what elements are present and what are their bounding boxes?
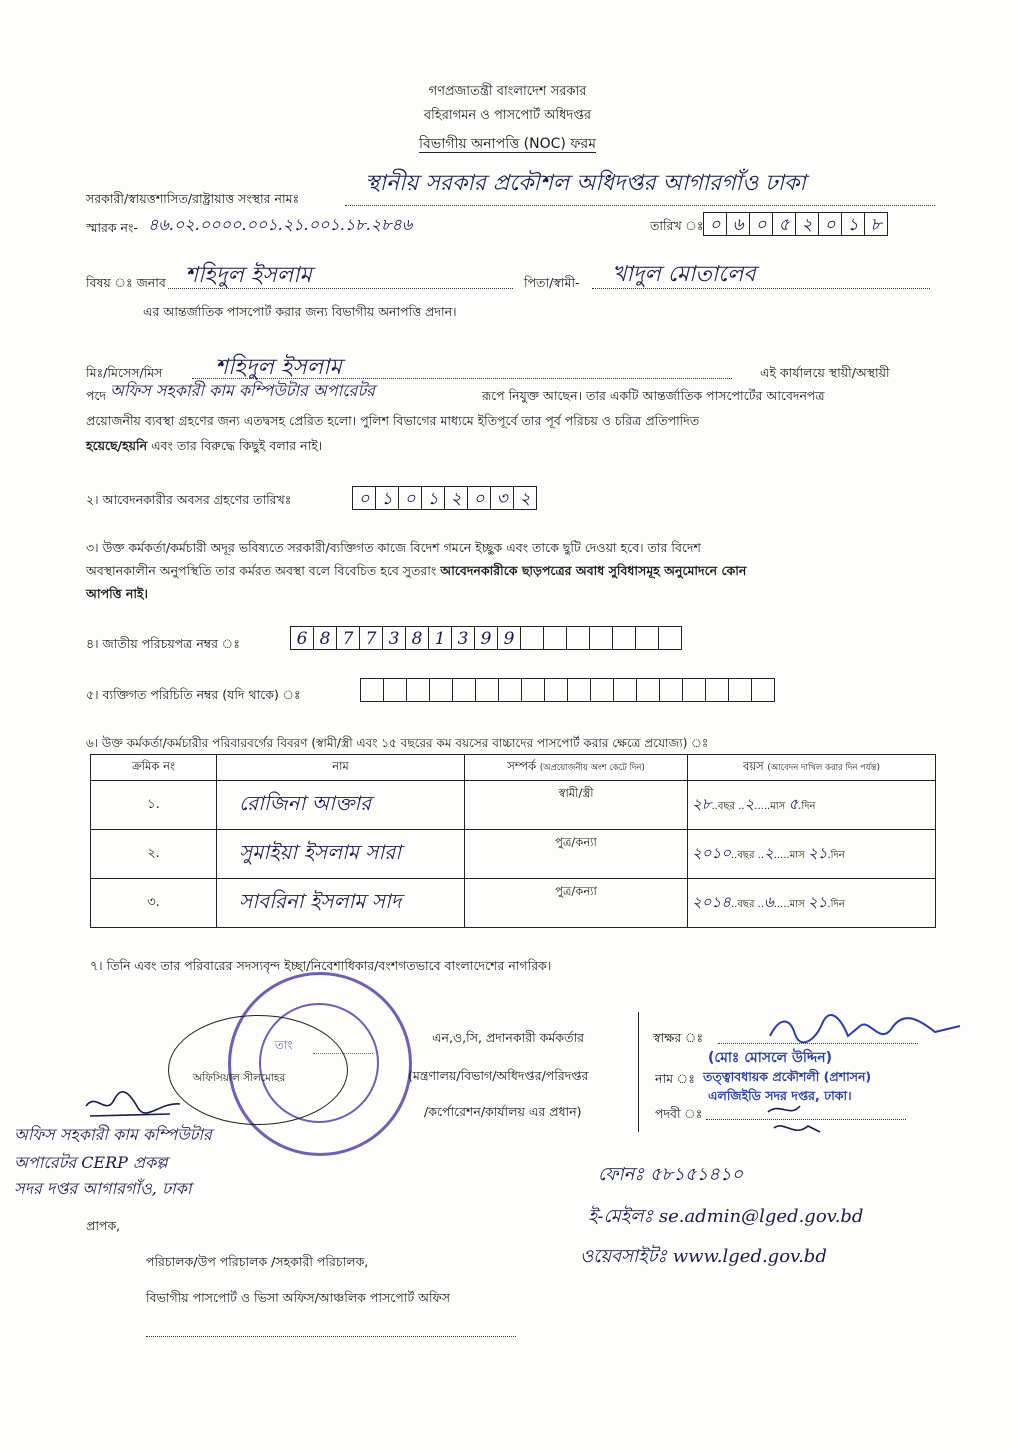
initials [760, 1098, 830, 1148]
govt-title: গণপ্রজাতন্ত্রী বাংলাদেশ সরকার [428, 84, 587, 99]
digit-box [636, 678, 660, 702]
note-left-3: সদর দপ্তর আগারগাঁও, ঢাকা [14, 1179, 192, 1198]
row-relation: স্বামী/স্ত্রী [465, 781, 688, 830]
item3-line3: আপত্তি নাই। [86, 586, 148, 601]
recipient-line2: বিভাগীয় পাসপোর্ট ও ভিসা অফিস/আঞ্চলিক পাসপোর্ট অফিস [146, 1290, 450, 1305]
digit-box [429, 678, 453, 702]
mr-value: শহিদুল ইসলাম [215, 355, 342, 380]
digit-box [567, 678, 591, 702]
divider [638, 1012, 639, 1132]
memo-value: ৪৬.০২.০০০০.০০১.২১.০০১.১৮.২৮৪৬ [148, 215, 413, 234]
subject-label: বিষয় ঃ জনাব [86, 275, 166, 290]
recipient-line1: পরিচালক/উপ পরিচালক /সহকারী পরিচালক, [146, 1254, 369, 1269]
post-label-sign: পদবী ঃ [655, 1106, 703, 1121]
recipient-address-line [146, 1336, 516, 1337]
mr-label: মিঃ/মিসেস/মিস [86, 365, 163, 380]
org-line [345, 205, 935, 206]
recipient-label: প্রাপক, [86, 1218, 121, 1233]
issuer-line2: (মন্ত্রণালয়/বিভাগ/অধিদপ্তর/পরিদপ্তর [408, 1068, 589, 1083]
digit-box [751, 678, 775, 702]
memo-label: স্মারক নং- [86, 220, 138, 235]
stamp-post: তত্ত্বাবধায়ক প্রকৌশলী (প্রশাসন) [703, 1069, 872, 1084]
digit-box [360, 678, 384, 702]
digit-box: 3 [451, 626, 475, 650]
seal-placeholder-ellipse [168, 1015, 348, 1125]
org-value: স্থানীয় সরকার প্রকৌশল অধিদপ্তর আগারগাঁও ঢাকা [365, 171, 806, 196]
digit-box [658, 626, 682, 650]
family-row [91, 879, 936, 928]
digit-box: ০ [703, 212, 727, 236]
digit-box: 9 [497, 626, 521, 650]
form-title: বিভাগীয় অনাপত্তি (NOC) ফরম [418, 136, 597, 152]
row-serial: ৩. [91, 879, 217, 928]
digit-box [543, 626, 567, 650]
body-text-3: হয়েছে/হয়নি এবং তার বিরুদ্ধে কিছুই বলার নাই। [86, 438, 323, 453]
item3-line2: অবস্থানকালীন অনুপস্থিতি তার কর্মরত অবস্থা বলে বিবেচিত হবে সুতরাং আবেদনকারীকে ছাড়পত্রের অবাধ সুবিধাসমূহ অনুমোদনে কোন [86, 563, 747, 578]
digit-box: ৫ [772, 212, 796, 236]
digit-box: ০ [467, 486, 491, 510]
father-label: পিতা/স্বামী- [524, 275, 580, 290]
digit-box: ০ [352, 486, 376, 510]
digit-box: ৩ [490, 486, 514, 510]
post-value: অফিস সহকারী কাম কম্পিউটার অপারেটর [110, 381, 375, 400]
digit-box [589, 626, 613, 650]
digit-box [383, 678, 407, 702]
subject-name: শহিদুল ইসলাম [185, 263, 312, 288]
seal-date: তাং [275, 1038, 293, 1052]
item3-line1: ৩। উক্ত কর্মকর্তা/কর্মচারী অদূর ভবিষ্যতে সরকারী/ব্যক্তিগত কাজে বিদেশ গমনে ইচ্ছুক এবং তাকে ছুটি দেওয়া হবে। তার বিদেশ [86, 540, 701, 555]
family-row [91, 830, 936, 879]
body-text-2: প্রয়োজনীয় ব্যবস্থা গ্রহণের জন্য এতদ্বসহ প্রেরিত হলো। পুলিশ বিভাগের মাধ্যমে ইতিপূর্বে তার পূর্ব পরিচয় ও চরিত্র প্রতিপাদিত [86, 413, 700, 428]
family-label: ৬। উক্ত কর্মকর্তা/কর্মচারীর পরিবারবর্গের বিবরণ (স্বামী/স্ত্রী এবং ১৫ বছরের কম বয়সের বাচ্চাদের পাসপোর্ট করার ক্ষেত্রে প্রযোজ্য) ঃ [86, 736, 709, 750]
digit-box: 8 [405, 626, 429, 650]
body-text-1: রূপে নিযুক্ত আছেন। তার একটি আন্তর্জাতিক পাসপোর্টের আবেদনপত্র [482, 388, 825, 403]
post-label: পদে [86, 388, 107, 403]
digit-box: ০ [398, 486, 422, 510]
digit-box: 1 [428, 626, 452, 650]
col-relation: সম্পর্ক (অপ্রয়োজনীয় অংশ কেটে দিন) [465, 755, 688, 781]
digit-box: ২ [444, 486, 468, 510]
row-age: ২৮..বছর ..২.....মাস ৫.দিন [688, 781, 936, 830]
digit-box: ৬ [726, 212, 750, 236]
digit-box: ০ [749, 212, 773, 236]
retirement-label: ২। আবেদনকারীর অবসর গ্রহণের তারিখঃ [86, 492, 292, 507]
item7: ৭। তিনি এবং তার পরিবারের সদস্যবৃন্দ ইচ্ছা/নিবেশাধিকার/বংশগতভাবে বাংলাদেশের নাগরিক। [90, 958, 552, 973]
family-row [91, 781, 936, 830]
note-web: ওয়েবসাইটঃ www.lged.gov.bd [580, 1246, 827, 1267]
stamp-name: (মোঃ মোসলে উদ্দিন) [708, 1050, 832, 1066]
digit-box [475, 678, 499, 702]
digit-box: ১ [841, 212, 865, 236]
nid-boxes [290, 626, 681, 650]
digit-box [728, 678, 752, 702]
row-relation: পুত্র/কন্যা [465, 879, 688, 928]
digit-box [452, 678, 476, 702]
digit-box [659, 678, 683, 702]
digit-box [682, 678, 706, 702]
note-phone: ফোনঃ ৫৮১৫১৪১০ [598, 1164, 744, 1185]
row-name: রোজিনা আক্তার [217, 781, 465, 830]
row-name: সাবরিনা ইসলাম সাদ [217, 879, 465, 928]
note-left-2: অপারেটর CERP প্রকল্প [14, 1153, 168, 1172]
digit-box: 6 [290, 626, 314, 650]
digit-box: 9 [474, 626, 498, 650]
family-table [90, 754, 936, 928]
stamp-office: এলজিইডি সদর দপ্তর, ঢাকা। [708, 1088, 852, 1103]
row-relation: পুত্র/কন্যা [465, 830, 688, 879]
col-serial: ক্রমিক নং [91, 755, 217, 781]
digit-box: ৮ [864, 212, 888, 236]
digit-box [498, 678, 522, 702]
digit-box: 8 [313, 626, 337, 650]
subject-description: এর আন্তর্জাতিক পাসপোর্ট করার জন্য বিভাগীয় অনাপত্তি প্রদান। [143, 304, 457, 319]
col-age: বয়স (আবেদন দাখিল করার দিন পর্যন্ত) [688, 755, 936, 781]
digit-box [520, 626, 544, 650]
digit-box: ২ [795, 212, 819, 236]
digit-box: ২ [513, 486, 537, 510]
digit-box [566, 626, 590, 650]
nid-label: ৪। জাতীয় পরিচয়পত্র নম্বর ঃ [86, 636, 240, 651]
digit-box: 3 [382, 626, 406, 650]
father-name: খাদুল মোতালেব [612, 262, 756, 287]
digit-box [635, 626, 659, 650]
digit-box: ১ [375, 486, 399, 510]
row-serial: ২. [91, 830, 217, 879]
digit-box: ০ [818, 212, 842, 236]
retirement-date-boxes [352, 486, 536, 510]
digit-box: 7 [336, 626, 360, 650]
col-name: নাম [217, 755, 465, 781]
department-title: বহিরাগমন ও পাসপোর্ট অধিদপ্তর [423, 108, 592, 123]
row-serial: ১. [91, 781, 217, 830]
row-age: ২০১০..বছর ..২.....মাস ২১.দিন [688, 830, 936, 879]
digit-box [705, 678, 729, 702]
note-email: ই-মেইলঃ se.admin@lged.gov.bd [588, 1206, 864, 1227]
org-label: সরকারী/স্বায়ত্তশাসিত/রাষ্ট্রায়াত্ত সংস্থার নামঃ [86, 191, 300, 206]
date-boxes [703, 212, 887, 236]
left-signature [80, 1086, 190, 1122]
digit-box [406, 678, 430, 702]
seal-label: অফিসিয়াল সীলমোহর [193, 1072, 286, 1084]
office-text: এই কার্যালয়ে স্থায়ী/অস্থায়ী [760, 365, 890, 380]
digit-box [612, 626, 636, 650]
issuer-line1: এন,ও,সি, প্রদানকারী কর্মকর্তার [432, 1030, 584, 1045]
personal-id-boxes [360, 678, 774, 702]
sign-label: স্বাক্ষর ঃ [653, 1030, 704, 1045]
digit-box [613, 678, 637, 702]
note-left-1: অফিস সহকারী কাম কম্পিউটার [14, 1125, 212, 1144]
digit-box: ১ [421, 486, 445, 510]
personal-id-label: ৫। ব্যক্তিগত পরিচিতি নম্বর (যদি থাকে) ঃ [86, 687, 301, 702]
issuer-line3: /কর্পোরেশন/কার্যালয় এর প্রধান) [424, 1104, 582, 1119]
row-age: ২০১৪..বছর ..৬.....মাস ২১.দিন [688, 879, 936, 928]
digit-box [521, 678, 545, 702]
digit-box [544, 678, 568, 702]
row-name: সুমাইয়া ইসলাম সারা [217, 830, 465, 879]
digit-box: 7 [359, 626, 383, 650]
digit-box [590, 678, 614, 702]
date-label: তারিখ ঃ [650, 218, 704, 233]
name-label: নাম ঃ [655, 1071, 695, 1086]
